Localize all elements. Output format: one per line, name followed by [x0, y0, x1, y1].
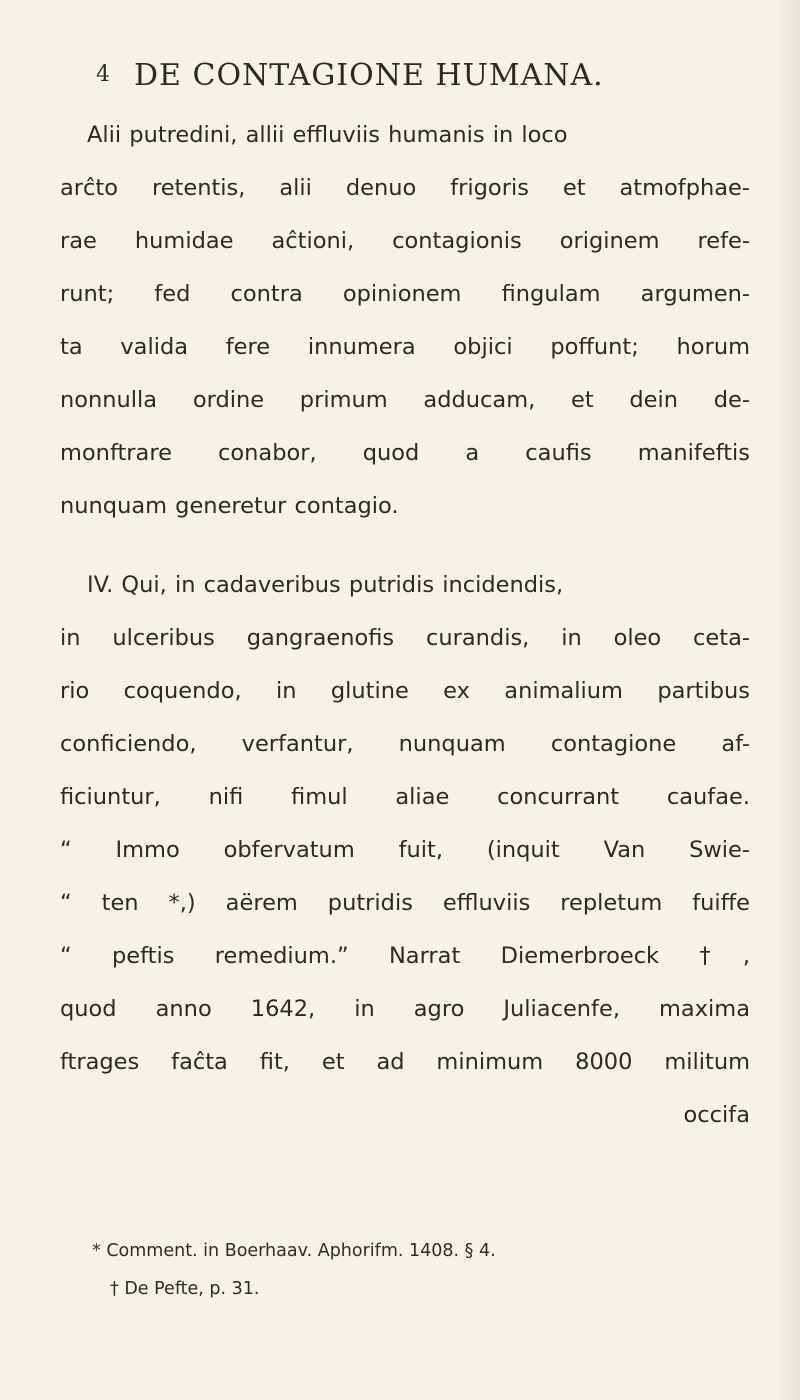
- text-line: arĉto retentis, alii denuo frigoris et atmofphae-: [60, 175, 750, 201]
- text-line: “ peftis remedium.” Narrat Diemerbroeck †,: [60, 943, 750, 969]
- running-title: DE CONTAGIONE HUMANA.: [134, 58, 604, 93]
- page-edge-shadow: [772, 0, 800, 1400]
- text-line: Alii putredini, allii effluviis humanis in loco: [87, 122, 568, 148]
- paragraph-1: [60, 109, 750, 533]
- main-text: [60, 109, 750, 1142]
- text-line: rio coquendo, in glutine ex animalium partibus: [60, 678, 750, 704]
- page-number: 4: [96, 62, 111, 87]
- text-line: in ulceribus gangraenofis curandis, in oleo ceta-: [60, 625, 750, 651]
- text-line: nonnulla ordine primum adducam, et dein de-: [60, 387, 750, 413]
- footnote: * Comment. in Boerhaav. Aphorifm. 1408. § 4.: [92, 1241, 496, 1261]
- text-line: “ Immo obfervatum fuit, (inquit Van Swie-: [60, 837, 750, 863]
- text-line: ficiuntur, nifi fimul aliae concurrant caufae.: [60, 784, 750, 810]
- catchword: occifa: [683, 1102, 750, 1128]
- text-line: conficiendo, verfantur, nunquam contagione af-: [60, 731, 750, 757]
- footnotes: [92, 1232, 732, 1308]
- text-line: rae humidae aĉtioni, contagionis originem refe-: [60, 228, 750, 254]
- text-line: nunquam generetur contagio.: [60, 493, 399, 519]
- paragraph-2: [60, 559, 750, 1142]
- text-line: quod anno 1642, in agro Juliacenfe, maxima: [60, 996, 750, 1022]
- text-line: ta valida fere innumera objici poffunt; horum: [60, 334, 750, 360]
- text-line: runt; fed contra opinionem fingulam argumen-: [60, 281, 750, 307]
- text-line: “ ten *,) aërem putridis effluviis repletum fuiffe: [60, 890, 750, 916]
- text-line: ftrages faĉta fit, et ad minimum 8000 militum: [60, 1049, 750, 1075]
- running-header: [96, 58, 696, 108]
- footnote: † De Pefte, p. 31.: [110, 1279, 260, 1299]
- text-line: IV. Qui, in cadaveribus putridis incidendis,: [87, 572, 564, 598]
- text-line: monftrare conabor, quod a caufis manifeftis: [60, 440, 750, 466]
